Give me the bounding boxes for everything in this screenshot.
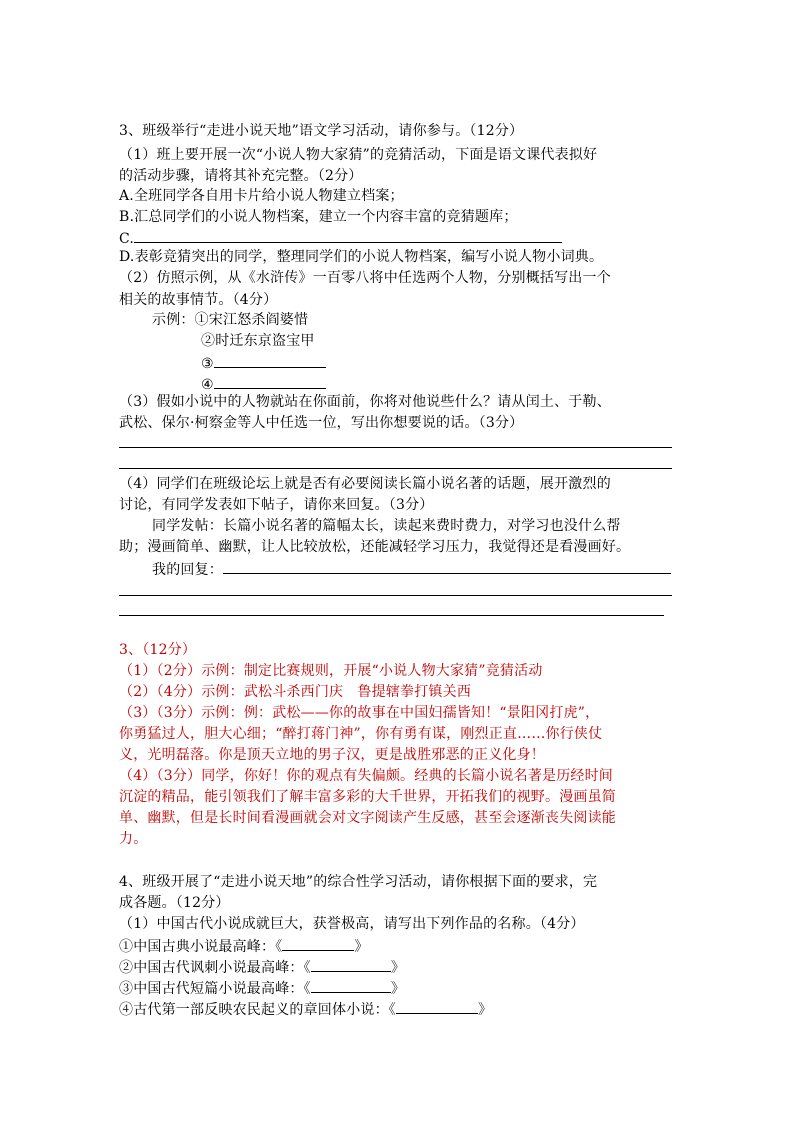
- q3-part1-line2: 的活动步骤，请将其补充完整。（2分）: [119, 168, 363, 184]
- q4-item4-close: 》: [478, 1002, 493, 1018]
- q3-part3-line1: （3）假如小说中的人物就站在你面前，你将对他说些什么？请从闰土、于勒、: [119, 394, 611, 410]
- q3-part1-line1: （1）班上要开展一次“小说人物大家猜”的竞猜活动，下面是语文课代表拟好: [119, 147, 598, 163]
- answer3-4-line4: 力。: [119, 831, 148, 847]
- q4-item4-blank[interactable]: [396, 998, 478, 1014]
- q4-item3-close: 》: [390, 981, 406, 997]
- q4-item2-blank[interactable]: [311, 956, 391, 972]
- q3-reply-line-3[interactable]: [119, 615, 664, 616]
- answer3-4-line1: （4）（3分）同学，你好！你的观点有失偏颇。经典的长篇小说名著是历经时间: [119, 768, 614, 784]
- q4-item2-close: 》: [390, 960, 406, 976]
- q3-example-4: ④: [201, 377, 214, 393]
- q4-item3-label: ③中国古代短篇小说最高峰：《: [119, 981, 311, 997]
- q4-item1-close: 》: [354, 939, 369, 955]
- answer3-4-line2: 沉淀的精品，能引领我们了解丰富多彩的大千世界，开拓我们的视野。漫画虽简: [119, 789, 616, 805]
- q3-post-line1: 同学发帖：长篇小说名著的篇幅太长，读起来费时费力，对学习也没什么帮: [152, 518, 621, 534]
- q3-part3-line2: 武松、保尔·柯察金等人中任选一位，写出你想要说的话。（3分）: [119, 415, 524, 431]
- q3-step-a: A.全班同学各自用卡片给小说人物建立档案；: [119, 188, 404, 204]
- q3-step-b: B.汇总同学们的小说人物档案，建立一个内容丰富的竞猜题库；: [119, 209, 518, 225]
- answer3-3-line3: 义，光明磊落。你是顶天立地的男子汉，更是战胜邪恶的正义化身！: [119, 747, 545, 763]
- q3-part2-line2: 相关的故事情节。（4分）: [119, 292, 278, 308]
- q3-example-1: ①宋江怒杀阎婆惜: [194, 312, 309, 328]
- q3-example-row1: [152, 310, 308, 330]
- q3-part3-answer-line-2[interactable]: [119, 468, 672, 469]
- q3-reply-blank[interactable]: [223, 558, 671, 574]
- q3-post-line2: 助；漫画简单、幽默，让人比较放松，还能减轻学习压力，我觉得还是看漫画好。: [119, 539, 631, 555]
- q4-item4: [119, 998, 492, 1020]
- q3-example-4-blank[interactable]: [214, 373, 326, 389]
- q3-part3-answer-line-1[interactable]: [119, 447, 672, 448]
- q3-example-3-row: [201, 352, 326, 374]
- q4-title-line1: 4、班级开展了“走进小说天地”的综合性学习活动，请你根据下面的要求，完: [119, 874, 598, 890]
- q3-part4-line2: 讨论，有同学发表如下帖子，请你来回复。（3分）: [119, 497, 434, 513]
- q4-item4-label: ④古代第一部反映农民起义的章回体小说：《: [119, 1002, 396, 1018]
- q4-item3: [119, 977, 405, 999]
- answer3-2: （2）（4分）示例：武松斗杀西门庆 鲁提辖拳打镇关西: [119, 684, 472, 700]
- q3-reply-line-2[interactable]: [119, 595, 672, 596]
- q3-example-label: 示例：: [152, 312, 195, 328]
- answer3-3-line2: 你勇猛过人，胆大心细；“醉打蒋门神”，你有勇有谋，刚烈正直……你行侠仗: [119, 726, 603, 742]
- q4-item1-label: ①中国古典小说最高峰：《: [119, 939, 283, 955]
- q3-example-2: ②时迁东京盗宝甲: [201, 333, 315, 349]
- answer3-4-line3: 单、幽默，但是长时间看漫画就会对文字阅读产生反感，甚至会逐渐丧失阅读能: [119, 810, 616, 826]
- q3-example-3-blank[interactable]: [214, 352, 326, 368]
- q4-item3-blank[interactable]: [311, 977, 391, 993]
- q3-part4-line1: （4）同学们在班级论坛上就是否有必要阅读长篇小说名著的话题，展开激烈的: [119, 476, 611, 492]
- q3-reply-row: [152, 558, 671, 580]
- answer3-title: 3、（12分）: [119, 642, 197, 658]
- q4-item2-label: ②中国古代讽刺小说最高峰：《: [119, 960, 311, 976]
- answer3-3-line1: （3）（3分）示例：例：武松——你的故事在中国妇孺皆知！“景阳冈打虎”，: [119, 705, 600, 721]
- q3-step-d: D.表彰竞猜突出的同学，整理同学们的小说人物档案，编写小说人物小词典。: [119, 249, 604, 265]
- q3-step-c: [119, 227, 562, 249]
- q4-item1: [119, 935, 369, 957]
- q4-title-line2: 成各题。（12分）: [119, 895, 230, 911]
- q3-step-c-blank[interactable]: [134, 227, 562, 243]
- answer3-1: （1）（2分）示例：制定比赛规则，开展“小说人物大家猜”竞猜活动: [119, 663, 543, 679]
- q4-item1-blank[interactable]: [282, 935, 354, 951]
- q3-title: 3、班级举行“走进小说天地”语文学习活动，请你参与。（12分）: [119, 123, 524, 139]
- q3-part2-line1: （2）仿照示例，从《水浒传》一百零八将中任选两个人物，分别概括写出一个: [119, 270, 611, 286]
- q3-step-c-label: C.: [119, 231, 135, 247]
- q4-item2: [119, 956, 405, 978]
- q4-part1: （1）中国古代小说成就巨大，获誉极高，请写出下列作品的名称。（4分）: [119, 916, 585, 932]
- q3-reply-label: 我的回复：: [152, 562, 223, 578]
- q3-example-3: ③: [201, 356, 214, 372]
